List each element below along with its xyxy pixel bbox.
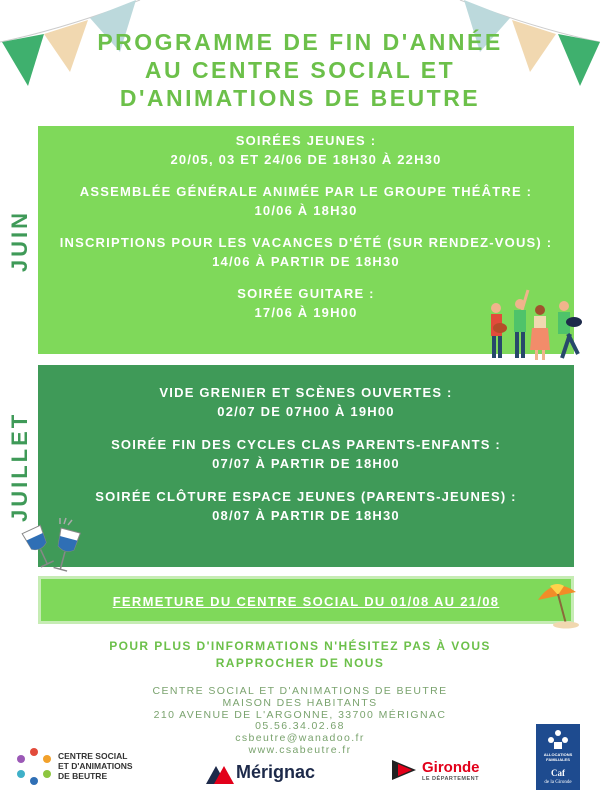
- info-line: RAPPROCHER DE NOUS: [215, 656, 385, 670]
- beach-umbrella-icon: [536, 578, 580, 630]
- event-item: [38, 487, 574, 525]
- event-title: SOIRÉE FIN DES CYCLES CLAS PARENTS-ENFANTS :: [111, 437, 501, 452]
- title-line: PROGRAMME DE FIN D'ANNÉE: [97, 29, 503, 55]
- gironde-subtext: LE DÉPARTEMENT: [422, 776, 480, 782]
- caf-subtext: [536, 752, 580, 762]
- event-date: 20/05, 03 ET 24/06 DE 18H30 À 22H30: [170, 152, 442, 167]
- contact-website[interactable]: www.csabeutre.fr: [248, 743, 352, 756]
- event-date: 07/07 À PARTIR DE 18H00: [212, 456, 400, 471]
- contact-building: MAISON DES HABITANTS: [222, 696, 378, 709]
- gironde-text: Gironde: [422, 759, 480, 776]
- event-title: SOIRÉE GUITARE :: [237, 286, 375, 301]
- caf-emblem-icon: [546, 728, 570, 750]
- event-title: ASSEMBLÉE GÉNÉRALE ANIMÉE PAR LE GROUPE THÉÂTRE :: [79, 184, 533, 199]
- event-title: VIDE GRENIER ET SCÈNES OUVERTES :: [159, 385, 453, 400]
- wine-glasses-icon: [20, 516, 84, 576]
- event-item: [38, 182, 574, 220]
- logo-line: ET D'ANIMATIONS: [58, 761, 133, 771]
- event-item: [38, 233, 574, 271]
- logo-line: CENTRE SOCIAL: [58, 751, 128, 761]
- event-date: 02/07 DE 07H00 À 19H00: [217, 404, 395, 419]
- section-juillet: [38, 365, 574, 567]
- caf-sub-line: FAMILIALES: [546, 757, 570, 762]
- info-line: POUR PLUS D'INFORMATIONS N'HÉSITEZ PAS À VOUS: [109, 639, 491, 653]
- event-date: 14/06 À PARTIR DE 18H30: [212, 254, 400, 269]
- contact-name: CENTRE SOCIAL ET D'ANIMATIONS DE BEUTRE: [152, 685, 448, 697]
- closure-banner: [38, 576, 574, 624]
- contact-block: [100, 686, 500, 757]
- logo-line: DE BEUTRE: [58, 771, 108, 781]
- event-item: [38, 383, 574, 421]
- caf-dept-text: de la Gironde: [544, 780, 572, 785]
- event-title: SOIRÉES JEUNES :: [235, 133, 377, 148]
- section-label-juin: JUIN: [7, 209, 32, 273]
- people-circle-icon: [14, 746, 54, 786]
- closure-text: FERMETURE DU CENTRE SOCIAL DU 01/08 AU 21/08: [112, 594, 500, 609]
- contact-address: 210 AVENUE DE L'ARGONNE, 33700 MÉRIGNAC: [153, 708, 447, 721]
- event-title: SOIRÉE CLÔTURE ESPACE JEUNES (PARENTS-JEUNES) :: [95, 489, 517, 504]
- logo-caf: [536, 724, 580, 790]
- info-text: [60, 638, 540, 672]
- title-line: AU CENTRE SOCIAL ET: [144, 57, 456, 83]
- merignac-mark-icon: [206, 762, 234, 784]
- logo-centre-social-text: [58, 751, 133, 781]
- event-date: 08/07 À PARTIR DE 18H30: [212, 508, 400, 523]
- section-label-juillet: JUILLET: [7, 411, 32, 522]
- logo-centre-social: [14, 746, 144, 786]
- caf-sub-line: ALLOCATIONS: [543, 752, 573, 757]
- merignac-text: Mérignac: [236, 762, 316, 782]
- event-date: 10/06 À 18H30: [254, 203, 358, 218]
- event-item: [38, 435, 574, 473]
- event-title: INSCRIPTIONS POUR LES VACANCES D'ÉTÉ (SUR RENDEZ-VOUS) :: [59, 235, 553, 250]
- event-date: 17/06 À 19H00: [254, 305, 358, 320]
- title-line: D'ANIMATIONS DE BEUTRE: [119, 85, 481, 111]
- page-title: [60, 28, 540, 112]
- contact-email[interactable]: csbeutre@wanadoo.fr: [235, 732, 365, 745]
- caf-text: Caf: [551, 768, 565, 778]
- gironde-mark-icon: [392, 756, 420, 784]
- musicians-illustration-icon: [482, 288, 584, 364]
- logo-gironde: [392, 754, 492, 788]
- event-item: [38, 131, 574, 169]
- contact-phone[interactable]: 05.56.34.02.68: [255, 720, 345, 733]
